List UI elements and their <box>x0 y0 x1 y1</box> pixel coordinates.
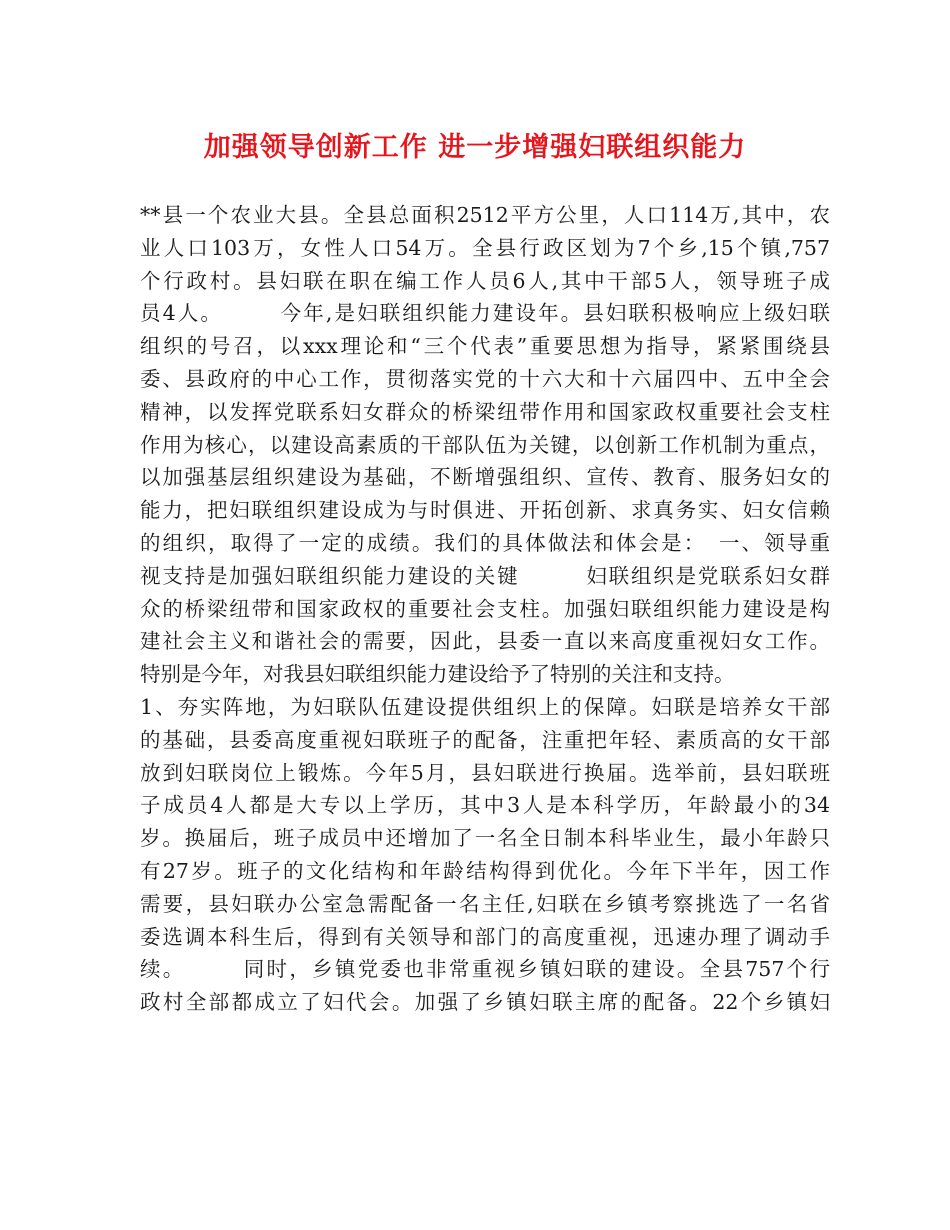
body-line: 能力，把妇联组织建设成为与时俱进、开拓创新、求真务实、妇女信赖 <box>140 498 830 523</box>
body-line: 放到妇联岗位上锻炼。今年5月，县妇联进行换届。选举前，县妇联班 <box>140 760 830 785</box>
body-line: 众的桥梁纽带和国家政权的重要社会支柱。加强妇联组织能力建设是构 <box>140 596 830 621</box>
body-line: 精神，以发挥党联系妇女群众的桥梁纽带作用和国家政权重要社会支柱 <box>140 399 830 424</box>
body-line: 建社会主义和谐社会的需要，因此，县委一直以来高度重视妇女工作。 <box>140 629 830 654</box>
body-line: 员4人。 今年,是妇联组织能力建设年。县妇联积极响应上级妇联 <box>140 301 830 326</box>
body-line: 以加强基层组织建设为基础，不断增强组织、宣传、教育、服务妇女的 <box>140 465 830 490</box>
body-line: 1、夯实阵地，为妇联队伍建设提供组织上的保障。妇联是培养女干部 <box>140 694 830 719</box>
body-line: 的基础，县委高度重视妇联班子的配备，注重把年轻、素质高的女干部 <box>140 727 830 752</box>
document-body <box>140 199 830 1019</box>
body-line: 续。 同时，乡镇党委也非常重视乡镇妇联的建设。全县757个行 <box>140 957 830 982</box>
body-line: 子成员4人都是大专以上学历，其中3人是本科学历，年龄最小的34 <box>140 793 830 818</box>
body-line: 委、县政府的中心工作，贯彻落实党的十六大和十六届四中、五中全会 <box>140 366 830 391</box>
body-line: 岁。换届后，班子成员中还增加了一名全日制本科毕业生，最小年龄只 <box>140 826 830 851</box>
body-line: 政村全部都成立了妇代会。加强了乡镇妇联主席的配备。22个乡镇妇 <box>140 990 830 1015</box>
body-line: **县一个农业大县。全县总面积2512平方公里，人口114万,其中，农 <box>140 203 830 227</box>
body-line: 需要，县妇联办公室急需配备一名主任,妇联在乡镇考察挑选了一名省 <box>140 891 830 916</box>
body-line: 组织的号召，以xxx理论和“三个代表”重要思想为指导，紧紧围绕县 <box>140 334 830 359</box>
body-line: 视支持是加强妇联组织能力建设的关键 妇联组织是党联系妇女群 <box>140 563 830 588</box>
body-line: 特别是今年，对我县妇联组织能力建设给予了特别的关注和支持。 <box>140 662 735 687</box>
body-line: 个行政村。县妇联在职在编工作人员6人,其中干部5人，领导班子成 <box>140 268 830 293</box>
body-line: 作用为核心，以建设高素质的干部队伍为关键，以创新工作机制为重点， <box>140 432 830 457</box>
body-line: 委选调本科生后，得到有关领导和部门的高度重视，迅速办理了调动手 <box>140 924 830 949</box>
body-line: 业人口103万，女性人口54万。全县行政区划为7个乡,15个镇,757 <box>140 235 830 260</box>
body-line: 的组织，取得了一定的成绩。我们的具体做法和体会是： 一、领导重 <box>140 530 830 555</box>
document-title: 加强领导创新工作 进一步增强妇联组织能力 <box>203 132 747 163</box>
body-line: 有27岁。班子的文化结构和年龄结构得到优化。今年下半年，因工作 <box>140 858 830 883</box>
